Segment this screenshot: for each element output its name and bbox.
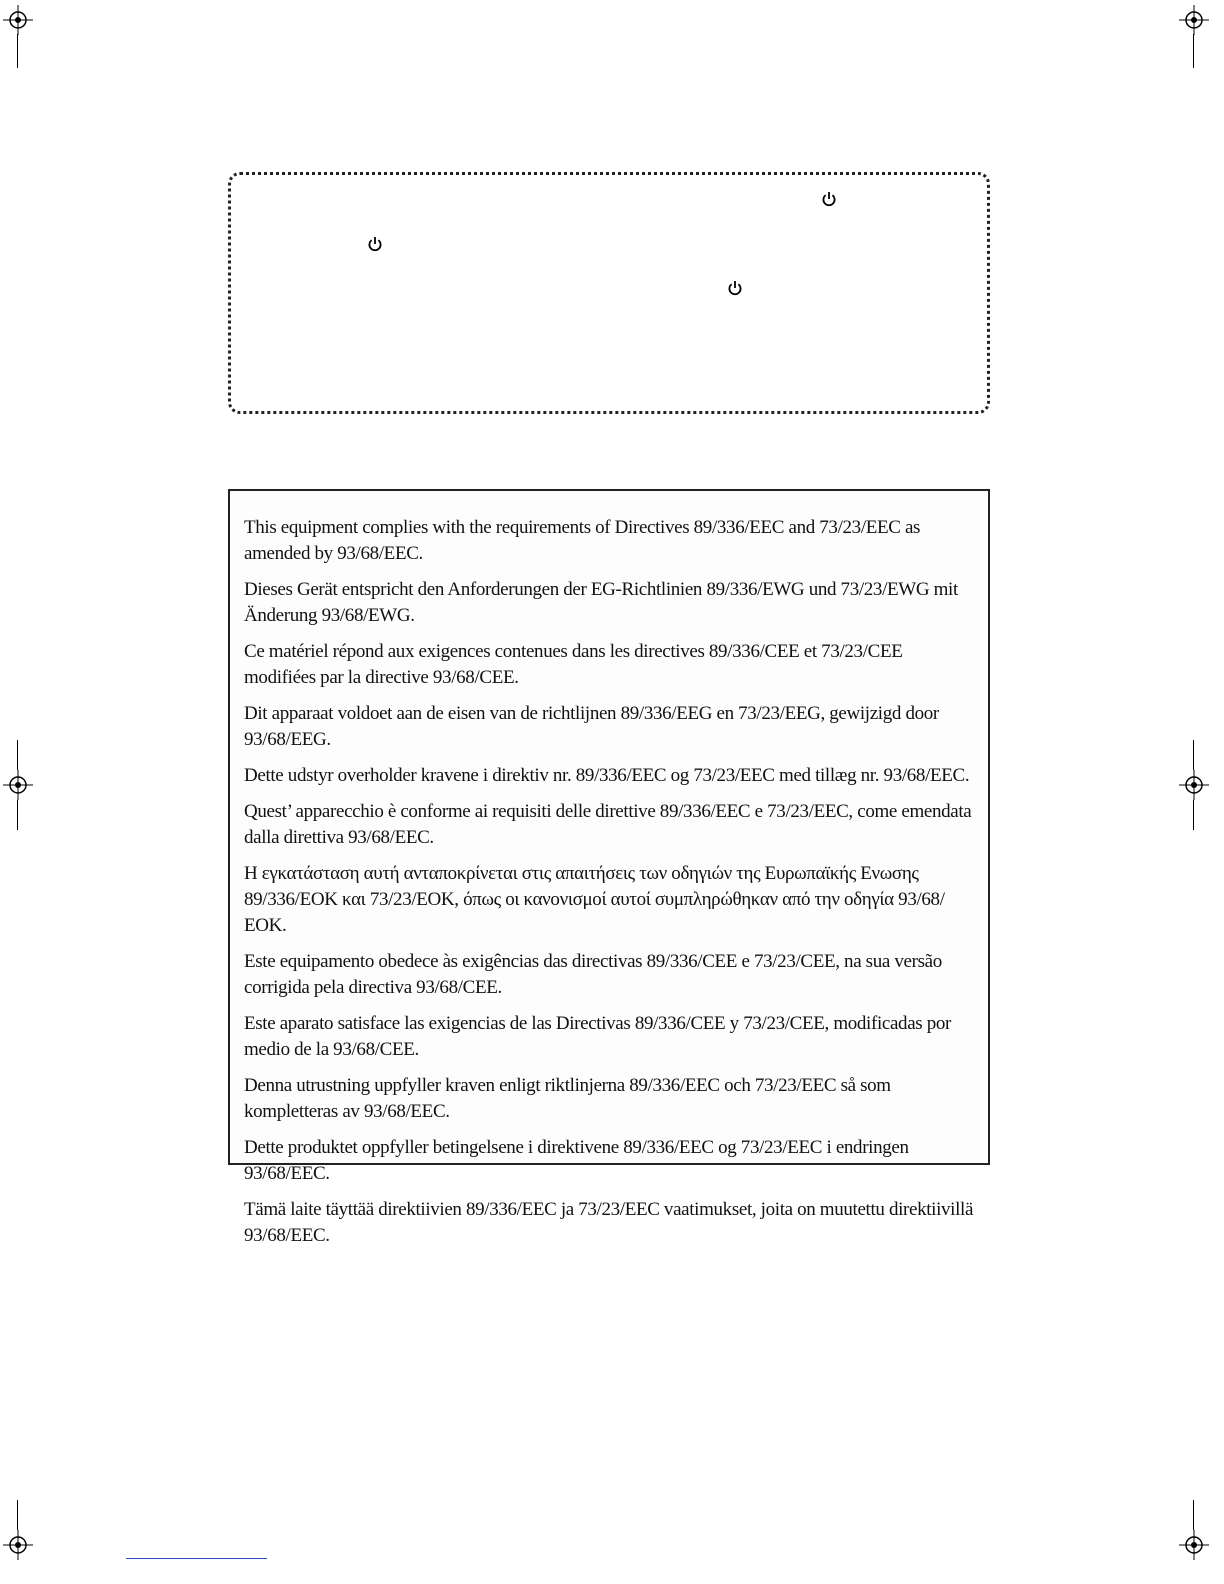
compliance-statement-pt: Este equipamento obedece às exigências das directivas 89/336/CEE e 73/23/CEE, na sua versão corrigida pela directiva 93/68/CEE. [244,951,942,998]
registration-mark-icon [3,5,33,35]
compliance-statement-en: This equipment complies with the requirements of Directives 89/336/EEC and 73/23/EEC as amended by 93/68/EEC. [244,517,921,564]
crop-mark [1193,1500,1194,1530]
registration-mark-icon [1179,5,1209,35]
compliance-statement-no: Dette produktet oppfyller betingelsene i direktivene 89/336/EEC og 73/23/EEC i endringen 93/68/EEC. [244,1137,909,1184]
footer-rule [126,1558,267,1559]
power-standby-icon [821,191,837,207]
compliance-statement-fr: Ce matériel répond aux exigences contenues dans les directives 89/336/CEE et 73/23/CEE modifiées par la directive 93/68/CEE. [244,641,903,688]
crop-mark [1193,800,1194,830]
registration-mark-icon [1179,1530,1209,1560]
crop-mark [17,800,18,830]
compliance-statement-sv: Denna utrustning uppfyller kraven enligt riktlinjerna 89/336/EEC och 73/23/EEC så som kompletteras av 93/68/EEC. [244,1075,891,1122]
crop-mark [1193,740,1194,770]
registration-mark-icon [3,770,33,800]
compliance-statement-da: Dette udstyr overholder kravene i direktiv nr. 89/336/EEC og 73/23/EEC med tillæg nr. 93/68/EEC. [244,765,970,786]
registration-mark-icon [3,1530,33,1560]
crop-mark [17,1500,18,1530]
compliance-statement-de: Dieses Gerät entspricht den Anforderungen der EG-Richtlinien 89/336/EWG und 73/23/EWG mit Änderung 93/68/EWG. [244,579,958,626]
crop-mark [17,34,18,68]
ce-compliance-box [228,489,990,1246]
compliance-statement-fi: Tämä laite täyttää direktiivien 89/336/EEC ja 73/23/EEC vaatimukset, joita on muutettu direktiivillä 93/68/EEC. [244,1199,974,1246]
crop-mark [1193,34,1194,68]
registration-mark-icon [1179,770,1209,800]
power-standby-icon [727,280,743,296]
compliance-statement-es: Este aparato satisface las exigencias de las Directivas 89/336/CEE y 73/23/CEE, modificadas por medio de la 93/68/CEE. [244,1013,951,1060]
crop-mark [17,740,18,770]
notice-box [228,172,990,414]
compliance-statement-nl: Dit apparaat voldoet aan de eisen van de richtlijnen 89/336/EEG en 73/23/EEG, gewijzigd door 93/68/EEG. [244,703,939,750]
compliance-statement-it: Quest’ apparecchio è conforme ai requisiti delle direttive 89/336/EEC e 73/23/EEC, come emendata dalla direttiva 93/68/EEC. [244,801,972,848]
power-standby-icon [367,236,383,252]
compliance-statement-el: Η εγκατάσταση αυτή ανταποκρίνεται στις απαιτήσεις των οδηγιών της Ευρωπαϊκής Ενωσης 89/336/ΕΟΚ και 73/23/ΕΟΚ, όπως οι κανονισμοί αυτοί συμπληρώθηκαν από την οδηγία 93/68/ΕΟΚ. [244,863,945,936]
